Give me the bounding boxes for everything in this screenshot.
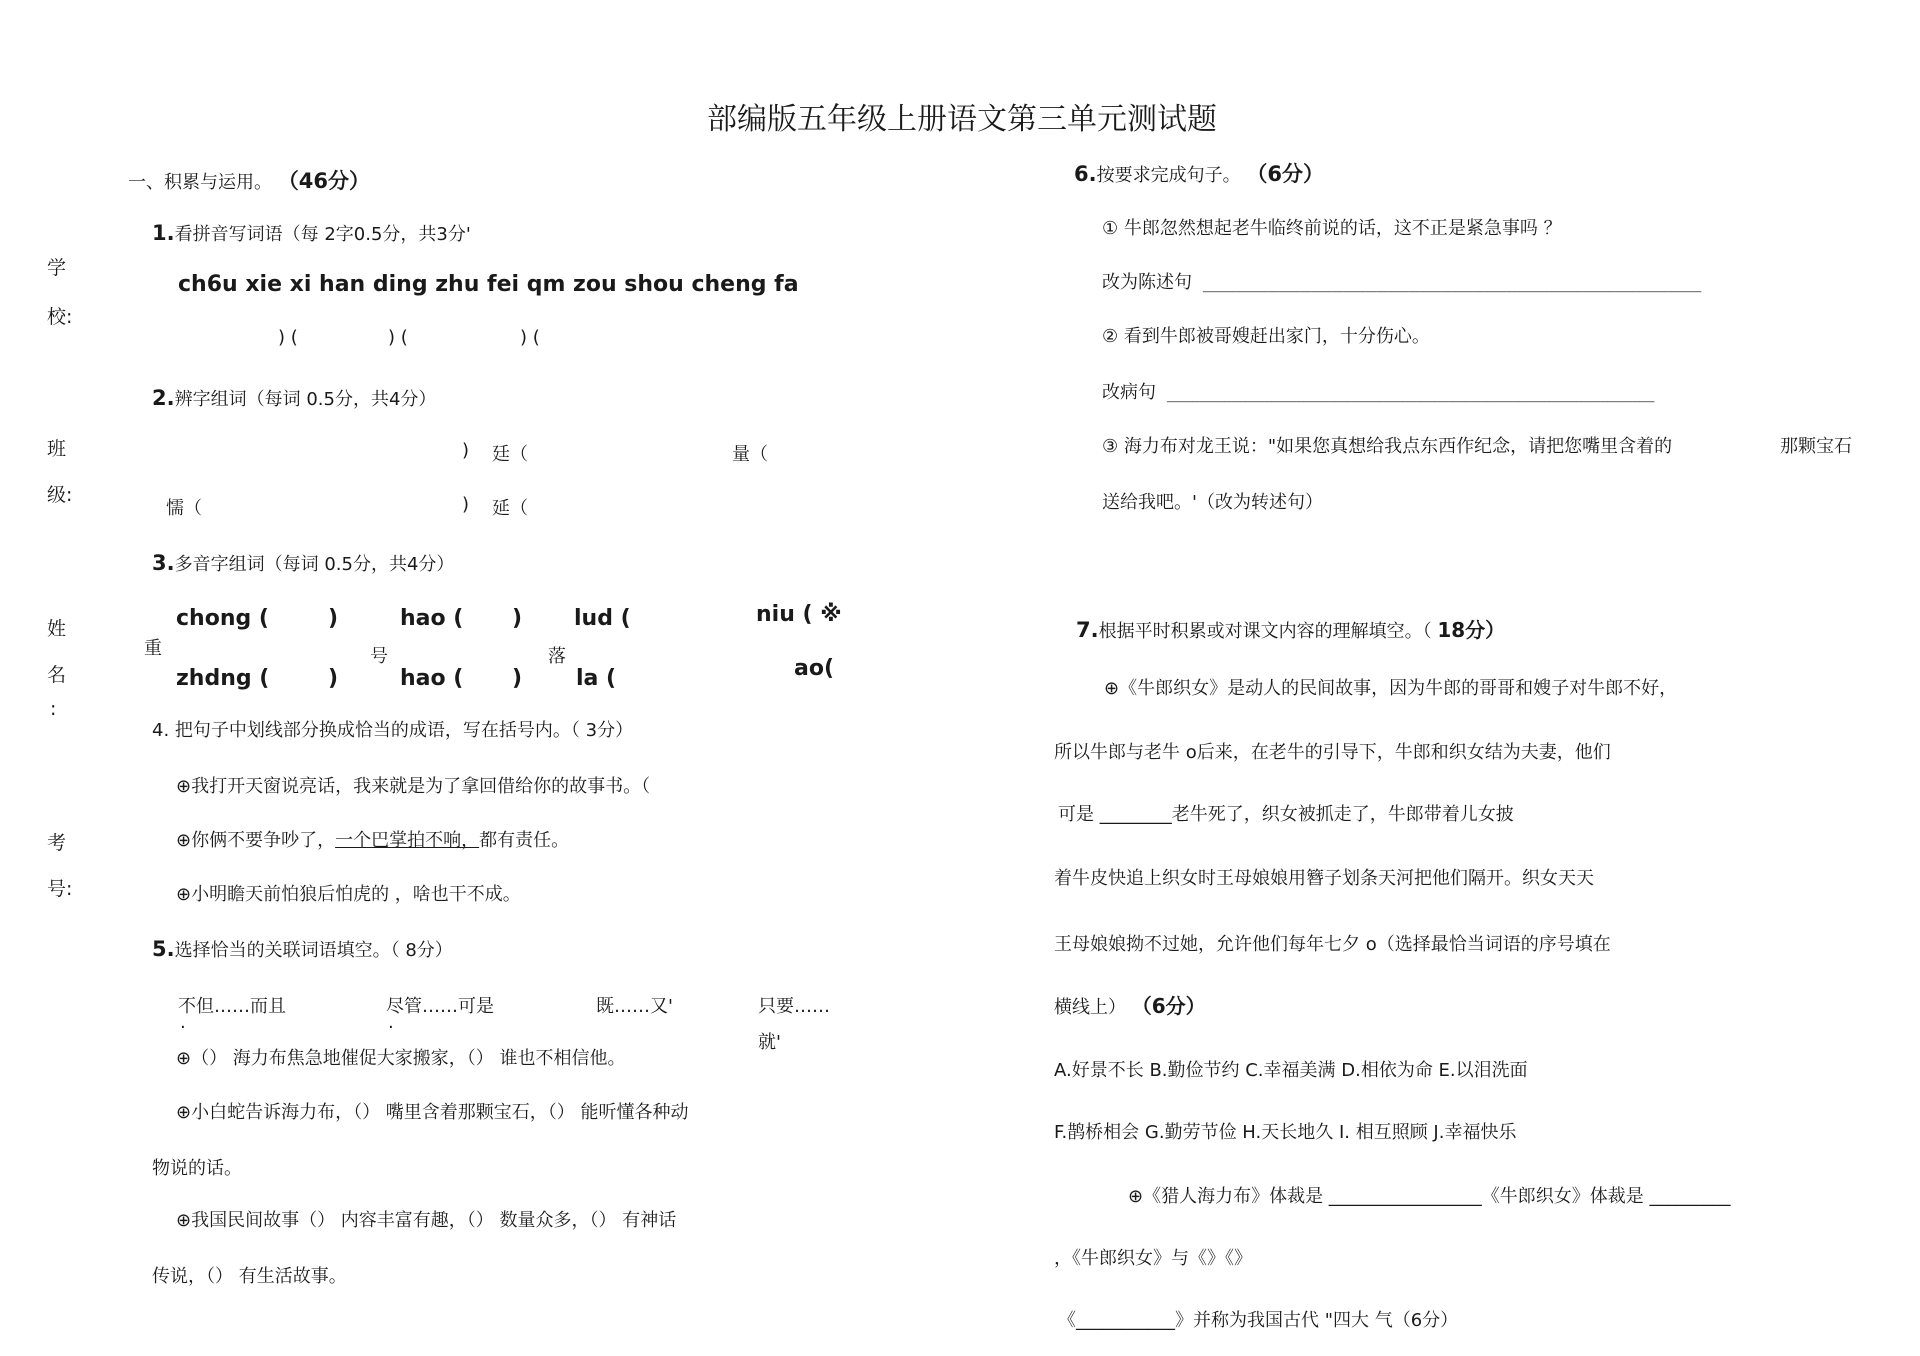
- q5-sentence-3: ⊕我国民间故事（） 内容丰富有趣，（） 数量众多，（） 有神话: [176, 1210, 677, 1231]
- side-label-name-1: 姓: [47, 618, 67, 640]
- q2-r1-char-liang[interactable]: 量（: [732, 444, 768, 465]
- q3-r2-hao[interactable]: hao (: [400, 666, 464, 691]
- q3-r1-close-2: ): [512, 606, 523, 631]
- q5-option-1: 不但……而且: [178, 996, 286, 1017]
- q3-r1-hao[interactable]: hao (: [400, 606, 464, 631]
- page-title: 部编版五年级上册语文第三单元测试题: [707, 102, 1217, 137]
- section1-heading: 一、积累与运用。 （46分）: [128, 169, 370, 193]
- q6-sentence-3b: 送给我吧。'（改为转述句）: [1102, 492, 1323, 513]
- q3-r2-close-1: ): [328, 666, 339, 691]
- q7-line-9[interactable]: 《___________》并称为我国古代 "四大 气（6分）: [1058, 1310, 1459, 1331]
- q3-r1-chong[interactable]: chong (: [176, 606, 269, 631]
- q2-r2-char-nuo[interactable]: 懦（: [166, 498, 202, 519]
- q6-sentence-1: ① 牛郎忽然想起老牛临终前说的话，这不正是紧急事吗 ？: [1102, 218, 1562, 239]
- side-label-class-1: 班: [47, 438, 67, 460]
- q5-option-2: 尽管……可是: [386, 996, 494, 1017]
- q4-sentence-3: ⊕小明瞻天前怕狼后怕虎的 ，啥也干不成。: [176, 884, 521, 905]
- q6-heading: 6.按要求完成句子。 （6分）: [1074, 162, 1324, 186]
- q1-pinyin: ch6u xie xi han ding zhu fei qm zou shou cheng fa: [178, 272, 799, 297]
- q5-option-4-jiu: 就': [758, 1032, 781, 1053]
- q2-r2-bracket[interactable]: ): [462, 494, 470, 515]
- q3-mid-zhong: 重: [144, 638, 162, 659]
- q5-option-3: 既……又': [596, 996, 673, 1017]
- q5-option-4: 只要……: [758, 996, 830, 1017]
- q7-line-3: 可是 ________老牛死了，织女被抓走了，牛郎带着儿女披: [1058, 804, 1514, 825]
- q3-r1-lud[interactable]: lud (: [574, 606, 631, 631]
- q4-sentence-2: ⊕你俩不要争吵了，一个巴掌拍不响，都有责任。: [176, 830, 570, 851]
- q6-sentence-3: ③ 海力布对龙王说："如果您真想给我点东西作纪念，请把您嘴里含着的: [1102, 436, 1673, 457]
- q3-r2-close-2: ): [512, 666, 523, 691]
- q7-line-2: 所以牛郎与老牛 o后来，在老牛的引导下，牛郎和织女结为夫妻，他们: [1054, 742, 1611, 763]
- q3-r2-ao[interactable]: ao(: [794, 656, 835, 681]
- q3-r1-niu[interactable]: niu ( ※: [756, 602, 842, 627]
- q6-sentence-3-tail: 那颗宝石: [1780, 436, 1852, 457]
- side-label-school-1: 学: [47, 257, 67, 279]
- q1-bracket-2[interactable]: ) (: [388, 327, 408, 348]
- q4-underlined-phrase: 一个巴掌拍不响，: [335, 830, 480, 851]
- q5-sentence-1: ⊕（） 海力布焦急地催促大家搬家，（） 谁也不相信他。: [176, 1048, 626, 1069]
- q5-dot-1: .: [180, 1012, 186, 1033]
- q6-sentence-2: ② 看到牛郎被哥嫂赶出家门，十分伤心。: [1102, 326, 1430, 347]
- side-label-school-2: 校:: [47, 306, 73, 328]
- q1-heading: 1.看拼音写词语（每 2字0.5分，共3分': [152, 221, 471, 245]
- q7-line-8: ，《牛郎织女》与《》《》: [1054, 1248, 1252, 1269]
- side-label-exam-1: 考: [47, 832, 67, 854]
- q3-mid-hao: 号: [370, 646, 388, 667]
- q3-mid-luo: 落: [548, 646, 566, 667]
- q1-bracket-3[interactable]: ) (: [520, 327, 540, 348]
- q3-r2-zhong[interactable]: zhdng (: [176, 666, 270, 691]
- q4-sentence-1: ⊕我打开天窗说亮话，我来就是为了拿回借给你的故事书。（: [176, 776, 651, 797]
- q7-line-1: ⊕《牛郎织女》是动人的民间故事，因为牛郎的哥哥和嫂子对牛郎不好，: [1104, 678, 1678, 699]
- q7-line-6: 横线上） （6分）: [1054, 994, 1206, 1018]
- q4-heading: 4. 把句子中划线部分换成恰当的成语，写在括号内。（ 3分）: [152, 720, 634, 741]
- q3-r1-close-1: ): [328, 606, 339, 631]
- side-label-name-2: 名: [47, 664, 67, 686]
- q5-sentence-2b: 物说的话。: [152, 1158, 242, 1179]
- q5-sentence-3b: 传说，（） 有生活故事。: [152, 1266, 347, 1287]
- q7-heading: 7.根据平时积累或对课文内容的理解填空。（ 18分）: [1076, 618, 1506, 642]
- q7-line-7[interactable]: ⊕《猎人海力布》体裁是 _________________《牛郎织女》体裁是 _________: [1128, 1186, 1731, 1207]
- q7-line-4: 着牛皮快追上织女时王母娘娘用簪子划条天河把他们隔开。织女天天: [1054, 868, 1594, 889]
- side-label-exam-2: 号:: [47, 878, 73, 900]
- q2-r1-char-ting[interactable]: 廷（: [492, 444, 528, 465]
- q2-heading: 2.辨字组词（每词 0.5分，共4分）: [152, 386, 437, 410]
- q2-r1-bracket[interactable]: ): [462, 440, 470, 461]
- side-label-class-2: 级:: [47, 484, 73, 506]
- q3-heading: 3.多音字组词（每词 0.5分，共4分）: [152, 551, 455, 575]
- q3-r2-la[interactable]: la (: [576, 666, 617, 691]
- q6-task-2-line[interactable]: 改病句 _____________________________________________: [1102, 382, 1655, 403]
- q5-dot-2: .: [388, 1012, 394, 1033]
- q5-sentence-2: ⊕小白蛇告诉海力布，（） 嘴里含着那颗宝石，（） 能听懂各种动: [176, 1102, 689, 1123]
- q7-options-2: F.鹊桥相会 G.勤劳节俭 H.天长地久 I. 相互照顾 J.幸福快乐: [1054, 1122, 1517, 1143]
- q6-task-1-line[interactable]: 改为陈述句 ______________________________________________: [1102, 272, 1702, 293]
- q7-line-5: 王母娘娘拗不过她，允许他们每年七夕 o（选择最恰当词语的序号填在: [1054, 934, 1611, 955]
- side-label-name-3: :: [50, 698, 57, 720]
- q1-bracket-1[interactable]: ) (: [278, 327, 298, 348]
- q2-r2-char-yan[interactable]: 延（: [492, 498, 528, 519]
- q5-heading: 5.选择恰当的关联词语填空。（ 8分）: [152, 937, 453, 961]
- q7-options-1: A.好景不长 B.勤俭节约 C.幸福美满 D.相依为命 E.以泪洗面: [1054, 1060, 1528, 1081]
